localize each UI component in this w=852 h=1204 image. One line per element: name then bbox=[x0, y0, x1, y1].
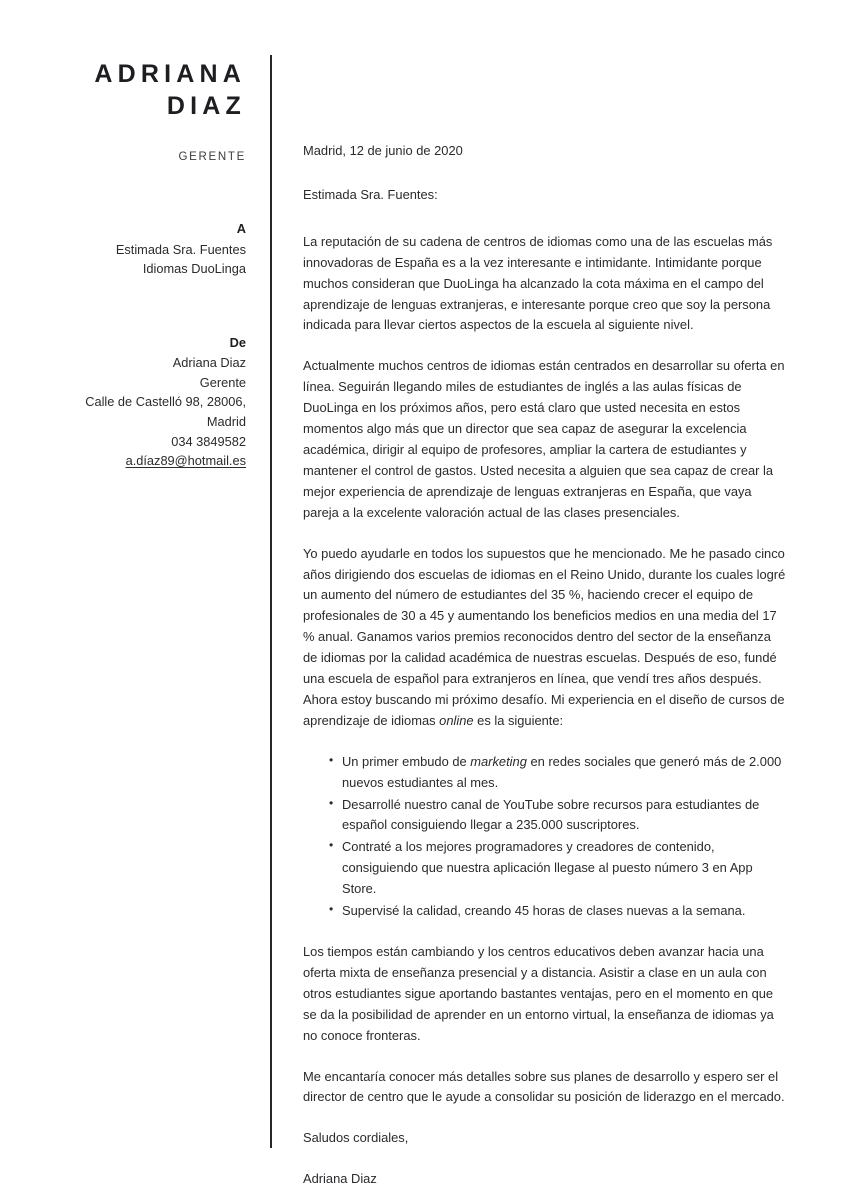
name-block bbox=[40, 58, 246, 122]
list-item bbox=[329, 795, 786, 837]
vertical-divider bbox=[270, 55, 272, 1148]
name-line-first: ADRIANA bbox=[94, 60, 246, 88]
list-item bbox=[329, 837, 786, 900]
list-item-text-before: Un primer embudo de bbox=[342, 753, 471, 769]
recipient-company: Idiomas DuoLinga bbox=[142, 261, 246, 277]
letter-paragraph-4: Los tiempos están cambiando y los centros educativos deben avanzar hacia una oferta mixta de enseñanza presencial y a distancia. Asistir a clase en un aula con otros estudiantes sigue aportando bastantes ventajas, pero en el momento en que se da la posibilidad de aprender en un entorno virtual, la enseñanza de idiomas ya no conoce fronteras. bbox=[303, 944, 774, 1043]
list-item bbox=[329, 752, 786, 794]
list-item-text-before: Desarrollé nuestro canal de YouTube sobre recursos para estudiantes de español consiguiendo llegar a 235.000 suscriptores. bbox=[342, 796, 760, 833]
list-item-text-after: en redes sociales que generó más de 2.000 nuevos estudiantes al mes. bbox=[342, 753, 782, 790]
letter-salutation: Estimada Sra. Fuentes: bbox=[303, 186, 438, 202]
sender-address-line1: Calle de Castelló 98, 28006, bbox=[85, 394, 246, 410]
sender-heading: De bbox=[229, 334, 246, 350]
sender-title: Gerente bbox=[199, 374, 246, 390]
recipient-name: Estimada Sra. Fuentes bbox=[115, 241, 246, 257]
letter-paragraph-1: La reputación de su cadena de centros de idiomas como una de las escuelas más innovadoras de España es a la vez interesante e intimidante. Intimidante porque muchos consideran que DuoLinga ha alcanzado la cota máxima en el campo del aprendizaje de lenguas extranjeras, e interesante porque creo que soy la persona indicada para llevar ciertos aspectos de la escuela al siguiente nivel. bbox=[303, 233, 773, 333]
paragraph-3-emphasis: online bbox=[439, 712, 474, 728]
recipient-heading: A bbox=[236, 221, 246, 236]
recipient-block bbox=[40, 219, 246, 279]
sender-address-line2: Madrid bbox=[206, 414, 246, 430]
letter-paragraph-5: Me encantaría conocer más detalles sobre sus planes de desarrollo y espero ser el director de centro que le ayude a consolidar su posición de liderazgo en el mercado. bbox=[303, 1068, 785, 1105]
letter-signature: Adriana Diaz bbox=[303, 1171, 377, 1187]
list-item bbox=[329, 901, 786, 922]
letter-body bbox=[303, 141, 786, 1190]
paragraph-3-text-after: es la siguiente: bbox=[473, 712, 564, 728]
sender-block bbox=[40, 333, 246, 471]
achievements-list bbox=[303, 752, 786, 922]
letter-date: Madrid, 12 de junio de 2020 bbox=[303, 143, 463, 158]
sender-email[interactable]: a.díaz89@hotmail.es bbox=[125, 453, 246, 469]
list-item-text-before: Supervisé la calidad, creando 45 horas de clases nuevas a la semana. bbox=[342, 903, 746, 919]
letter-paragraph-2: Actualmente muchos centros de idiomas están centrados en desarrollar su oferta en línea. Seguirán llegando miles de estudiantes de inglés a las aulas físicas de DuoLinga en los próximos años, pero está claro que usted necesita en estos momentos algo más que un director que sea capaz de asegurar la excelencia académica, dirigir al equipo de profesores, ampliar la cartera de estudiantes y mantener el control de gastos. Usted necesita a alguien que sea capaz de crear la mejor experiencia de aprendizaje de lenguas extranjeras en España, que vaya pareja a la excelente valoración actual de las clases presenciales. bbox=[303, 358, 785, 520]
list-item-text-before: Contraté a los mejores programadores y creadores de contenido, consiguiendo que nuestra aplicación llegase al puesto número 3 en App Store. bbox=[342, 839, 753, 897]
job-title: GERENTE bbox=[178, 151, 246, 163]
name-line-last: DIAZ bbox=[166, 92, 246, 120]
letter-paragraph-3 bbox=[303, 544, 786, 732]
letter-closing: Saludos cordiales, bbox=[303, 1130, 409, 1146]
paragraph-3-text-before: Yo puedo ayudarle en todos los supuestos que he mencionado. Me he pasado cinco años dirigiendo dos escuelas de idiomas en el Reino Unido, durante los cuales logré un aumento del número de estudiantes del 35 %, haciendo crecer el equipo de profesionales de 30 a 45 y aumentando los beneficios medios en una media del 17 % anual. Ganamos varios premios reconocidos dentro del sector de la enseñanza de idiomas por la calidad académica de nuestras escuelas. Después de eso, fundé una escuela de español para extranjeros en línea, que vendí tres años después. Ahora estoy buscando mi próximo desafío. Mi experiencia en el diseño de cursos de aprendizaje de idiomas bbox=[303, 545, 786, 728]
sidebar bbox=[40, 55, 246, 471]
sender-name: Adriana Diaz bbox=[172, 355, 246, 371]
sender-phone: 034 3849582 bbox=[171, 433, 246, 449]
list-item-emphasis: marketing bbox=[470, 753, 527, 769]
